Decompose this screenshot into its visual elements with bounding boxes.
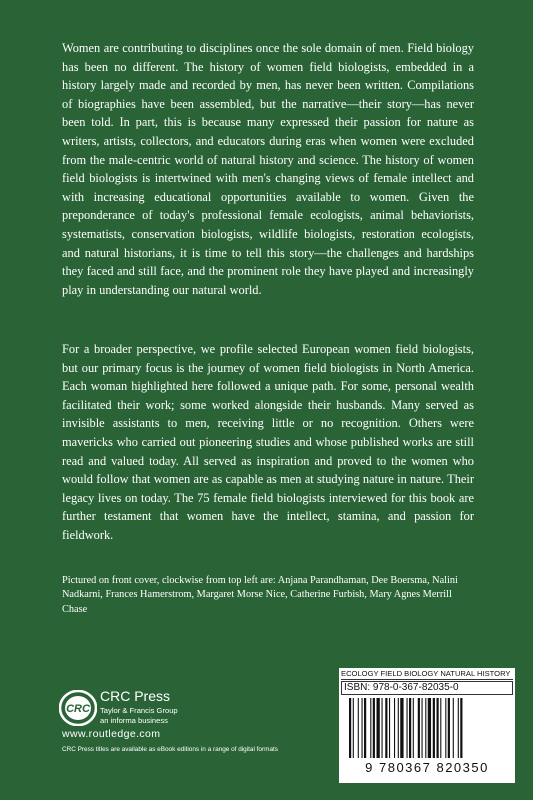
barcode-icon xyxy=(347,698,507,760)
isbn-label: ISBN: 978-0-367-82035-0 xyxy=(341,681,513,695)
subject-categories: ECOLOGY FIELD BIOLOGY NATURAL HISTORY xyxy=(341,669,513,680)
ebook-note: CRC Press titles are available as eBook editions in a range of digital formats xyxy=(62,746,278,753)
crc-logo-icon xyxy=(59,690,97,726)
description-paragraph-2: For a broader perspective, we profile selected European women field biologists, but our primary focus is the journey of women field biologists in North America. Each woman highlighted here followed a unique path. For some, personal wealth facilitated their work; some worked alongside their husbands. Many served as invisible assistants to men, receiving little or no recognition. Others were mavericks who carried out pioneering studies and whose published works are still read and valued today. All served as inspiration and proved to the women who would follow that women are as capable as men at studying nature in nature. Their legacy lives on today. The 75 female field biologists interviewed for this book are further testament that women have the intellect, stamina, and passion for fieldwork. xyxy=(62,342,474,542)
crc-logo-text: CRC xyxy=(66,703,90,715)
cover-caption: Pictured on front cover, clockwise from top left are: Anjana Parandhaman, Dee Boersma, Nalini Nadkarni, Frances Hamerstrom, Margaret Morse Nice, Catherine Furbish, Mary Agnes Merrill Chase xyxy=(62,575,458,615)
publisher-group: Taylor & Francis Group xyxy=(100,706,178,715)
description-paragraph-1: Women are contributing to disciplines once the sole domain of men. Field biology has been no different. The history of women field biologists, embedded in a history largely made and recorded by men, has never been written. Compilations of biographies have been assembled, but the narrative—their story—has never been told. In part, this is because many expressed their passion for nature as writers, artists, collectors, and educators during eras when women were excluded from the male-centric world of natural history and science. The history of women field biologists is intertwined with men's changing views of female intellect and with increasing educational opportunities available to women. Given the preponderance of today's professional female ecologists, animal behaviorists, systematists, conservation biologists, wildlife biologists, restoration ecologists, and natural historians, it is time to tell this story—the challenges and hardships they faced and still face, and the prominent role they have played and increasingly play in understanding our natural world. xyxy=(62,41,474,297)
publisher-name: CRC Press xyxy=(100,688,171,704)
publisher-website-link[interactable]: www.routledge.com xyxy=(62,728,161,740)
publisher-business: an informa business xyxy=(100,716,168,725)
barcode-digits: 9 780367 820350 xyxy=(365,760,489,775)
barcode-panel xyxy=(339,668,515,783)
